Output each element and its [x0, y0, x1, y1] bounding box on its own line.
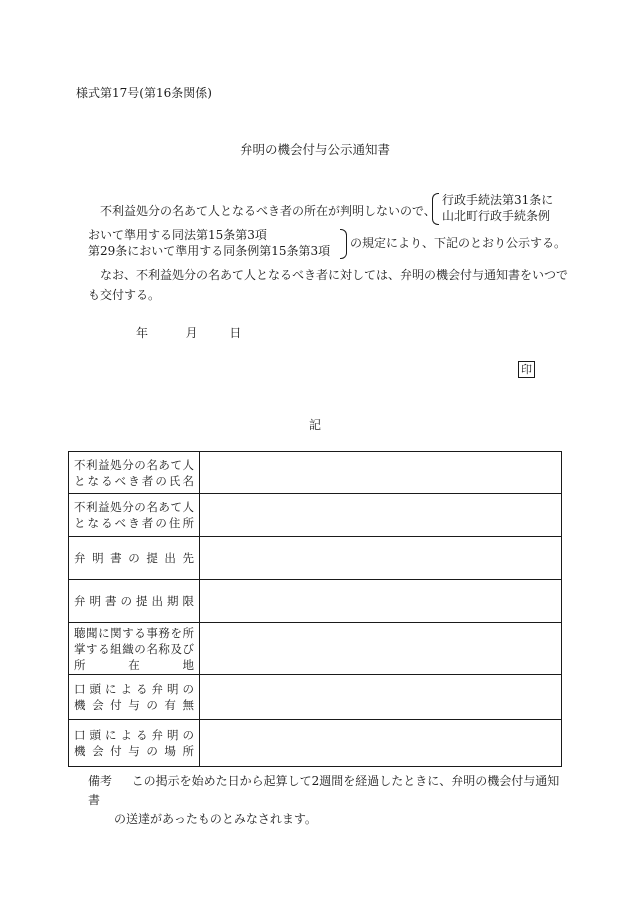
label-line: 所在地 — [74, 657, 194, 672]
remark-line2: の送達があったものとみなされます。 — [114, 812, 317, 826]
row-label — [69, 494, 200, 537]
brace-right — [340, 229, 347, 259]
label-line: 弁明書の提出期限 — [74, 594, 194, 608]
table-row — [69, 494, 562, 537]
para2-line2: も交付する。 — [88, 288, 161, 302]
date-line — [136, 324, 241, 341]
row-value[interactable] — [200, 720, 562, 767]
body-line1: 不利益処分の名あて人となるべき者の所在が判明しないので、 — [100, 204, 436, 218]
label-line: 機会付与の場所 — [74, 744, 194, 758]
label-line: 聴聞に関する事務を所 — [74, 625, 194, 640]
label-line: 口頭による弁明の — [74, 682, 194, 696]
label-line: 不利益処分の名あて人 — [74, 500, 194, 514]
table-row — [69, 580, 562, 623]
label-line: 口頭による弁明の — [74, 728, 194, 742]
info-table — [68, 451, 562, 767]
label-line: となるべき者の住所 — [74, 516, 194, 530]
row-value[interactable] — [200, 580, 562, 623]
para2-line1: なお、不利益処分の名あて人となるべき者に対しては、弁明の機会付与通知書をいつで — [100, 268, 569, 282]
remark — [88, 772, 568, 829]
table-row — [69, 452, 562, 494]
remark-line1 — [88, 772, 568, 810]
label-line: 機会付与の有無 — [74, 698, 194, 712]
row-value[interactable] — [200, 452, 562, 494]
label-line: 掌する組織の名称及び — [74, 641, 194, 656]
label-line: 不利益処分の名あて人 — [74, 457, 194, 472]
brace1-top: 行政手続法第31条に — [442, 193, 554, 207]
row-label — [69, 580, 200, 623]
row-value[interactable] — [200, 537, 562, 580]
table-row — [69, 720, 562, 767]
brace2-after: の規定により、下記のとおり公示する。 — [350, 236, 567, 250]
brace2-top: おいて準用する同法第15条第3項 — [88, 228, 267, 242]
brace-left — [432, 193, 439, 225]
row-label — [69, 452, 200, 494]
date-month: 月 — [185, 326, 198, 340]
label-line: 弁明書の提出先 — [74, 551, 194, 565]
brace2-bottom: 第29条において準用する同条例第15条第3項 — [88, 244, 331, 258]
row-value[interactable] — [200, 494, 562, 537]
date-day: 日 — [229, 326, 242, 340]
brace1-bottom: 山北町行政手続条例 — [442, 209, 551, 223]
row-label — [69, 720, 200, 767]
seal-mark: 印 — [518, 361, 535, 378]
remark-text: この掲示を始めた日から起算して2週間を経過したときに、弁明の機会付与通知書 — [88, 774, 560, 807]
form-number: 様式第17号(第16条関係) — [76, 86, 212, 100]
row-label — [69, 675, 200, 720]
table-row — [69, 623, 562, 675]
page-title: 弁明の機会付与公示通知書 — [239, 142, 390, 157]
label-line: となるべき者の氏名 — [74, 473, 194, 488]
ki-heading: 記 — [308, 418, 321, 432]
table-row — [69, 675, 562, 720]
remark-label: 備考 — [88, 774, 113, 788]
row-label — [69, 537, 200, 580]
row-value[interactable] — [200, 675, 562, 720]
row-label — [69, 623, 200, 675]
table-row — [69, 537, 562, 580]
row-value[interactable] — [200, 623, 562, 675]
date-year: 年 — [136, 326, 149, 340]
